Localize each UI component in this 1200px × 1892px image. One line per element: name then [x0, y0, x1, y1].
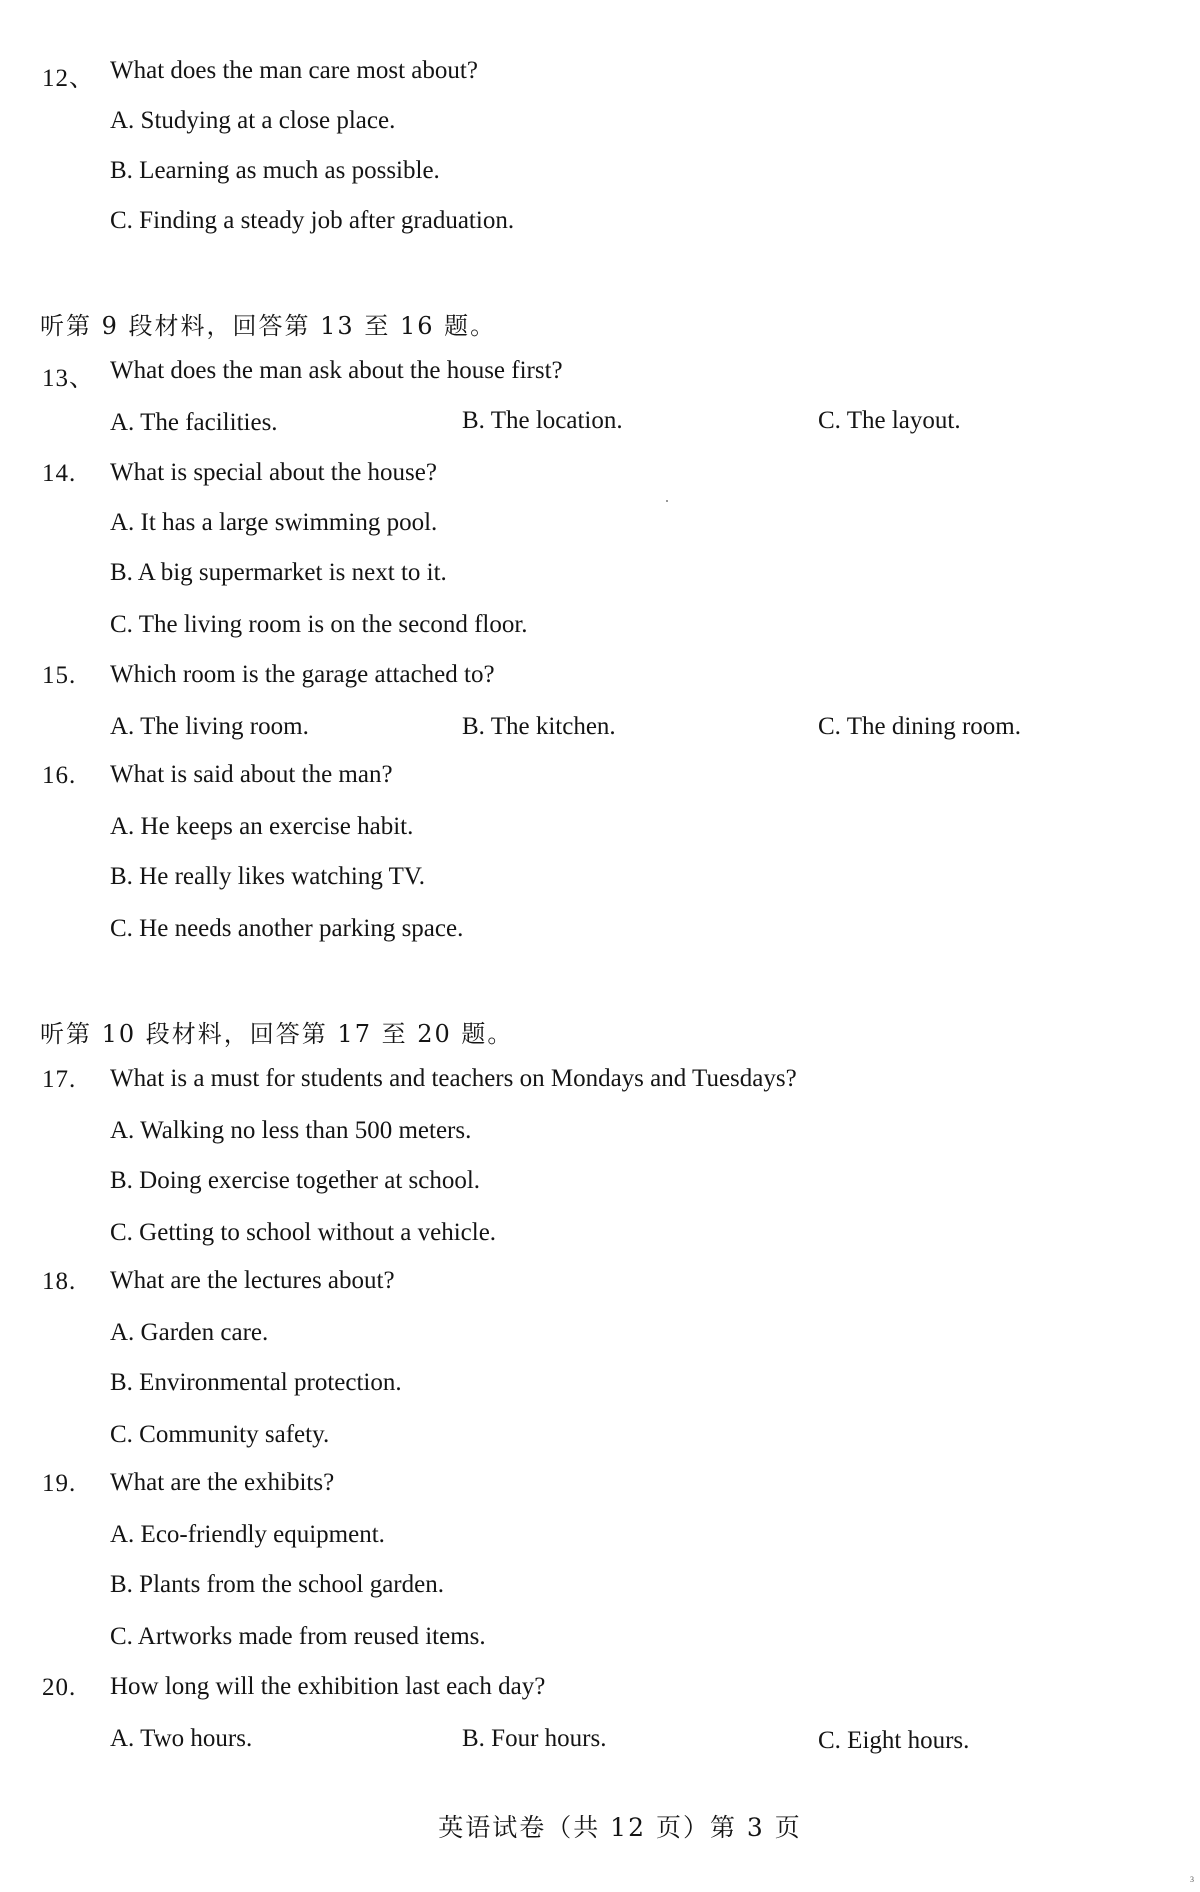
- option-a: A. The facilities.: [110, 409, 278, 436]
- question-number: 17.: [42, 1066, 77, 1093]
- page-footer: 英语试卷（共 12 页）第 3 页: [438, 1813, 802, 1842]
- question-number: 16.: [42, 762, 77, 789]
- option-a: A. Walking no less than 500 meters.: [110, 1117, 472, 1144]
- option-a: A. Garden care.: [110, 1319, 269, 1346]
- question-number: 15.: [42, 662, 77, 689]
- section-heading-10: 听第 10 段材料，回答第 17 至 20 题。: [40, 1020, 514, 1048]
- question-text: What are the lectures about?: [110, 1267, 395, 1294]
- option-a: A. He keeps an exercise habit.: [110, 813, 414, 840]
- option-b: B. The location.: [462, 407, 623, 434]
- question-text: Which room is the garage attached to?: [110, 661, 495, 688]
- option-c: C. The living room is on the second floor.: [110, 611, 528, 638]
- question-number: 19.: [42, 1470, 77, 1497]
- option-c: C. The dining room.: [818, 713, 1022, 740]
- question-text: How long will the exhibition last each day?: [110, 1673, 546, 1700]
- option-a: A. Two hours.: [110, 1725, 253, 1752]
- option-a: A. The living room.: [110, 713, 309, 740]
- option-c: C. Artworks made from reused items.: [110, 1623, 486, 1650]
- question-number: 12、: [42, 65, 96, 92]
- option-c: C. He needs another parking space.: [110, 915, 464, 942]
- option-c: C. Finding a steady job after graduation.: [110, 207, 515, 234]
- option-b: B. He really likes watching TV.: [110, 863, 425, 890]
- option-b: B. The kitchen.: [462, 713, 616, 740]
- option-b: B. Learning as much as possible.: [110, 157, 440, 184]
- question-text: What does the man care most about?: [110, 57, 478, 84]
- page-mark: 3: [1190, 1875, 1194, 1884]
- option-b: B. Plants from the school garden.: [110, 1571, 444, 1598]
- question-text: What does the man ask about the house first?: [110, 357, 563, 384]
- option-b: B. Four hours.: [462, 1725, 607, 1752]
- question-text: What is said about the man?: [110, 761, 393, 788]
- option-a: A. Eco-friendly equipment.: [110, 1521, 385, 1548]
- option-c: C. Getting to school without a vehicle.: [110, 1219, 497, 1246]
- question-text: What is special about the house?: [110, 459, 437, 486]
- section-heading-9: 听第 9 段材料，回答第 13 至 16 题。: [40, 312, 497, 340]
- question-number: 18.: [42, 1268, 77, 1295]
- option-c: C. Community safety.: [110, 1421, 330, 1448]
- option-b: B. Doing exercise together at school.: [110, 1167, 481, 1194]
- option-c: C. The layout.: [818, 407, 961, 434]
- question-text: What are the exhibits?: [110, 1469, 335, 1496]
- option-c: C. Eight hours.: [818, 1727, 970, 1754]
- option-a: A. Studying at a close place.: [110, 107, 396, 134]
- question-number: 20.: [42, 1674, 77, 1701]
- question-text: What is a must for students and teachers on Mondays and Tuesdays?: [110, 1065, 797, 1092]
- option-a: A. It has a large swimming pool.: [110, 509, 438, 536]
- question-number: 13、: [42, 365, 96, 392]
- option-b: B. Environmental protection.: [110, 1369, 402, 1396]
- question-number: 14.: [42, 460, 77, 487]
- scan-speck: [666, 500, 668, 502]
- option-b: B. A big supermarket is next to it.: [110, 559, 447, 586]
